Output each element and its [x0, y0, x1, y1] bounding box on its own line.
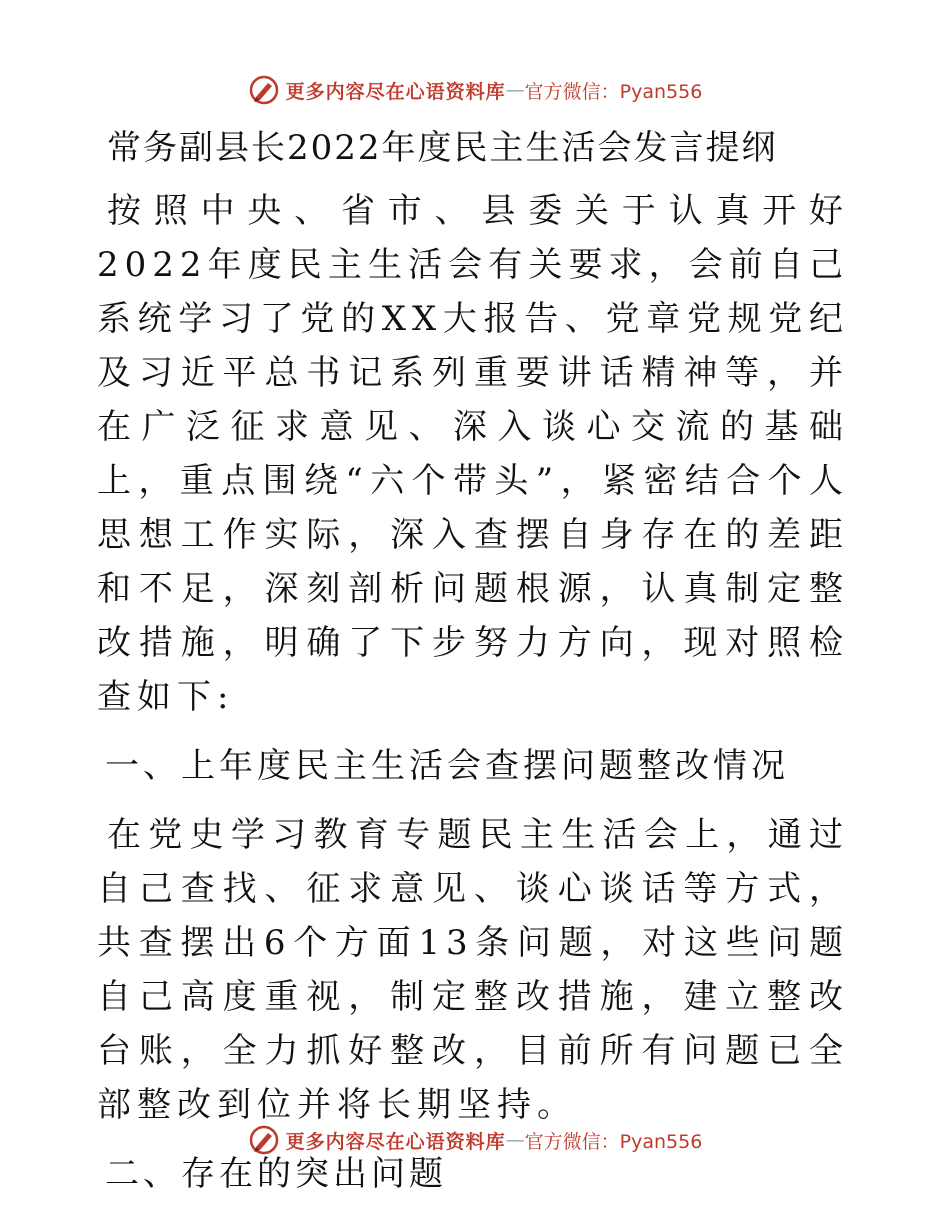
red-pen-logo-icon — [248, 1124, 280, 1156]
watermark-footer — [0, 1120, 950, 1160]
document-title: 常务副县长2022年度民主生活会发言提纲 — [107, 128, 778, 168]
watermark-brand-text: 更多内容尽在心语资料库 — [285, 1130, 506, 1153]
watermark-separator: — — [505, 1129, 525, 1151]
intro-paragraph: 按照中央、省市、县委关于认真开好2022年度民主生活会有关要求，会前自己系统学习了党的XX大报告、党章党规党纪及习近平总书记系列重要讲话精神等，并在广泛征求意见、深入谈心交流的基础上，重点围绕“六个带头”，紧密结合个人思想工作实际，深入查摆自身存在的差距和不足，深刻剖析问题根源，认真制定整改措施，明确了下步努力方向，现对照检查如下: — [97, 191, 849, 717]
red-pen-logo-icon — [248, 74, 280, 106]
watermark-header — [0, 70, 950, 110]
section2-heading: 二、存在的突出问题 — [105, 1154, 447, 1194]
watermark-contact-text: 官方微信：Pyan556 — [524, 1130, 703, 1153]
watermark-contact-text: 官方微信：Pyan556 — [524, 80, 703, 103]
watermark-separator: — — [505, 79, 525, 101]
section1-paragraph: 在党史学习教育专题民主生活会上，通过自己查找、征求意见、谈心谈话等方式，共查摆出6个方面13条问题，对这些问题自己高度重视，制定整改措施，建立整改台账，全力抓好整改，目前所有问题已全部整改到位并将长期坚持。 — [97, 815, 849, 1125]
document-body — [97, 122, 849, 1216]
watermark-brand-text: 更多内容尽在心语资料库 — [285, 80, 506, 103]
section1-heading: 一、上年度民主生活会查摆问题整改情况 — [105, 746, 789, 786]
